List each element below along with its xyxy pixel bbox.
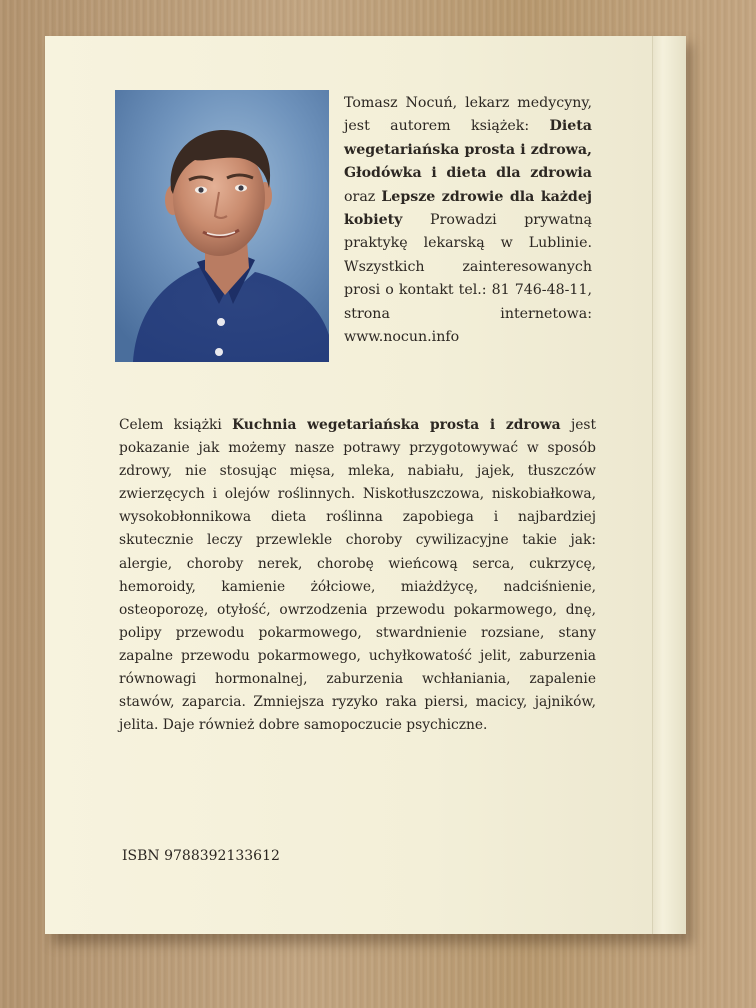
practice-info: Prowadzi prywatną praktykę lekarską w Lublinie. Wszystkich zainteresowanych prosi o kontakt tel.: 81 746-48-11, strona internetowa: www.nocun.info — [344, 212, 592, 346]
book-spine — [652, 36, 686, 934]
isbn-number: ISBN 9788392133612 — [122, 848, 280, 864]
conjunction: oraz — [344, 188, 376, 205]
book-description — [119, 414, 596, 737]
book-title-3: Lepsze zdrowie dla każdej kobiety — [344, 188, 592, 229]
description-body: jest pokazanie jak możemy nasze potrawy przygotowywać w sposób zdrowy, nie stosując mięsa, mleka, nabiału, jajek, tłuszczów zwierzęcych i olejów roślinnych. Niskotłuszczowa, niskobiałkowa, wysokobłonnikowa dieta roślinna zapobiega i najbardziej skutecznie leczy przewlekle choroby cywilizacyjne takie jak: alergie, choroby nerek, chorobę wieńcową serca, cukrzycę, hemoroidy, kamienie żółciowe, miażdżycę, nadciśnienie, osteoporozę, otyłość, owrzodzenia przewodu pokarmowego, dnę, polipy przewodu pokarmowego, stwardnienie rozsiane, stany zapalne przewodu pokarmowego, uchyłkowatość jelit, zaburzenia równowagi hormonalnej, zaburzenia wchłaniania, zapalenie stawów, zaparcia. Zmniejsza ryzyko raka piersi, macicy, jajników, jelita. Daje również dobre samopoczucie psychiczne. — [119, 417, 597, 734]
description-title: Kuchnia wegetariańska prosta i zdrowa — [232, 417, 561, 433]
book-title-2: Głodówka i dieta dla zdrowia — [344, 165, 592, 182]
description-lead: Celem książki — [119, 417, 222, 433]
author-intro: Tomasz Nocuń, lekarz medycyny, jest autorem książek: — [344, 95, 592, 135]
book-title-1: Dieta wegetariańska prosta i zdrowa, — [344, 118, 592, 158]
author-photo — [115, 90, 329, 362]
author-portrait-icon — [115, 90, 329, 362]
author-bio — [344, 92, 592, 349]
